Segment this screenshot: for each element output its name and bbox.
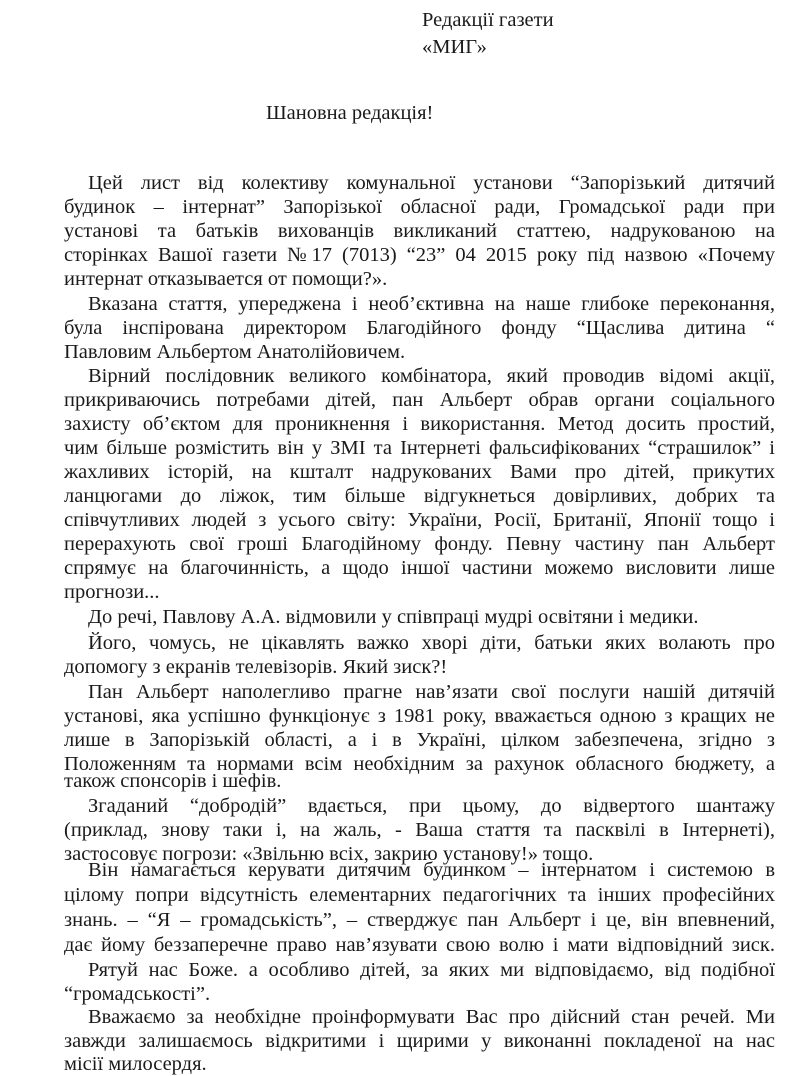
text-line: прогнози... — [64, 581, 160, 603]
text-line: Він намагається керувати дитячим будинком – інтернатом і системою в — [88, 859, 775, 881]
text-line: жахливих історій, на кшталт надрукованих Вами про дітей, прикутих — [64, 461, 775, 483]
text-line: До речі, Павлову А.А. відмовили у співпраці мудрі освітяни і медики. — [88, 606, 699, 628]
text-line: була інспірована директором Благодійного фонду “Щаслива дитина “ — [64, 317, 775, 339]
text-line: (приклад, знову таки і, на жаль, - Ваша стаття та пасквілі в Інтернеті), — [64, 819, 775, 841]
salutation: Шановна редакція! — [266, 102, 434, 124]
text-line: Рятуй нас Боже. а особливо дітей, за яких ми відповідаємо, від подібної — [88, 959, 775, 981]
text-line: цілому попри відсутність елементарних педагогічних та інших професійних — [64, 884, 775, 906]
text-line: завжди залишаємось відкритими і щирими у виконанні покладеної на нас — [64, 1030, 775, 1052]
text-line: ланцюгами до ліжок, тим більше відгукнеться довірливих, добрих та — [64, 485, 775, 507]
text-line: интернат отказывается от помощи?». — [64, 268, 388, 290]
text-line: прикриваючись потребами дітей, пан Альберт обрав органи соціального — [64, 389, 775, 411]
text-line: лише в Запорізькій області, а і в Україні, цілком забезпечена, згідно з — [64, 729, 775, 751]
text-line: допомогу з екранів телевізорів. Який зиск?! — [64, 656, 448, 678]
text-line: будинок – інтернат” Запорізької обласної ради, Громадської ради при — [64, 196, 775, 218]
addressee-line-1: Редакції газети — [422, 9, 554, 31]
text-line: співчутливих людей з усього світу: України, Росії, Британії, Японії тощо і — [64, 509, 775, 531]
text-line: Згаданий “добродій” вдається, при цьому, до відвертого шантажу — [88, 795, 775, 817]
text-line: місії милосердя. — [64, 1053, 207, 1075]
text-line: захисту об’єктом для проникнення і використання. Метод досить простий, — [64, 413, 775, 435]
addressee-line-2: «МИГ» — [422, 36, 487, 58]
text-line: “громадськості”. — [64, 983, 211, 1005]
text-line: застосовує погрози: «Звільню всіх, закрию установу!» тощо. — [64, 843, 594, 865]
text-line: Його, чомусь, не цікавлять важко хворі діти, батьки яких волають про — [88, 632, 775, 654]
text-line: знань. – “Я – громадськість”, – стверджує пан Альберт і це, він впевнений, — [64, 909, 775, 931]
text-line: Вважаємо за необхідне проінформувати Вас про дійсний стан речей. Ми — [88, 1006, 775, 1028]
text-line: також спонсорів і шефів. — [64, 770, 282, 792]
text-line: перерахують свої гроші Благодійному фонду. Певну частину пан Альберт — [64, 533, 775, 555]
text-line: Цей лист від колективу комунальної установи “Запорізький дитячий — [88, 172, 775, 194]
text-line: Вказана стаття, упереджена і необ’єктивна на наше глибоке переконання, — [88, 293, 775, 315]
text-line: установі та батьків вихованців викликаний статтею, надрукованою на — [64, 220, 775, 242]
text-line: Вірний послідовник великого комбінатора, який проводив відомі акції, — [88, 365, 775, 387]
text-line: Положенням та нормами всім необхідним за рахунок обласного бюджету, а — [64, 753, 775, 775]
text-line: сторінках Вашої газети №17 (7013) “23” 04 2015 року під назвою «Почему — [64, 244, 775, 266]
text-line: Пан Альберт наполегливо прагне нав’язати свої послуги нашій дитячій — [88, 681, 775, 703]
text-line: Павловим Альбертом Анатолійовичем. — [64, 341, 406, 363]
text-line: спрямує на благочинність, а щодо іншої частини можемо висловити лише — [64, 557, 775, 579]
text-line: чим більше розмістить він у ЗМІ та Інтернеті фальсифікованих “страшилок” і — [64, 437, 775, 459]
text-line: дає йому беззаперечне право нав’язувати свою волю і мати відповідний зиск. — [64, 934, 775, 956]
text-line: установі, яка успішно функціонує з 1981 року, вважається одною з кращих не — [64, 705, 775, 727]
